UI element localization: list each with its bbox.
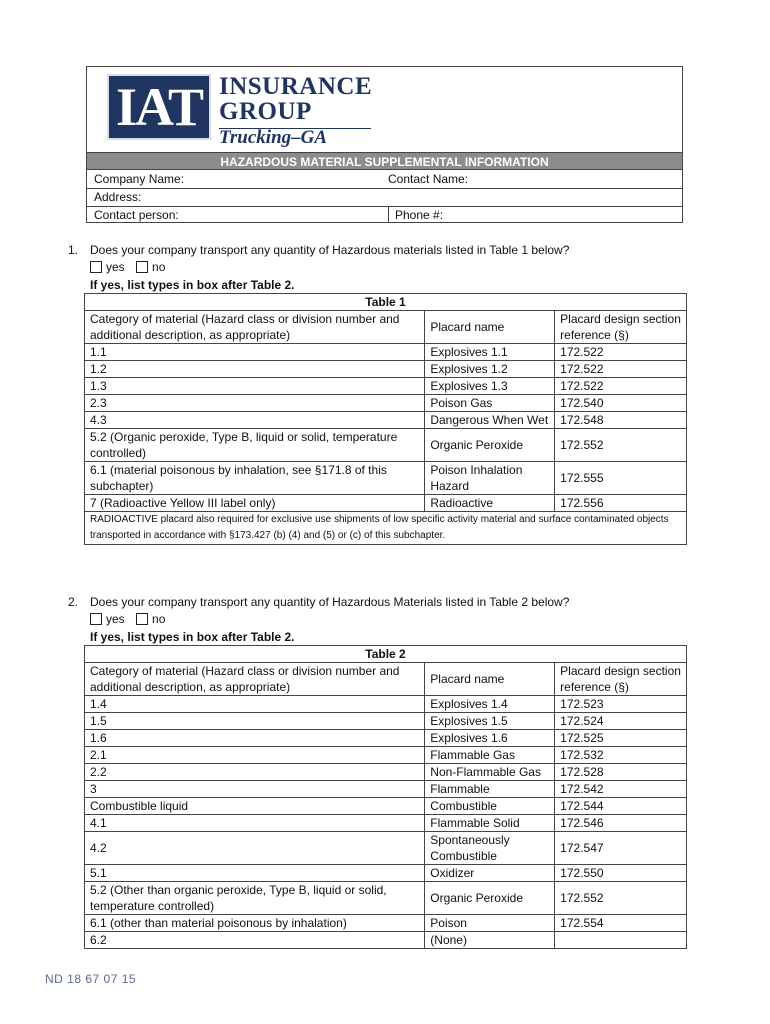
form-code: ND 18 67 07 15 xyxy=(45,972,137,986)
table-row xyxy=(85,361,687,378)
header-placard-ref: Placard design section reference (§) xyxy=(555,663,687,696)
cell-category: 3 xyxy=(85,781,425,798)
cell-placard-ref: 172.544 xyxy=(555,798,687,815)
question-number: 2. xyxy=(68,595,79,609)
table-row xyxy=(85,429,687,462)
cell-category: 6.1 (material poisonous by inhalation, see §171.8 of this subchapter) xyxy=(85,462,425,495)
table-row xyxy=(85,932,687,949)
cell-placard-ref: 172.554 xyxy=(555,915,687,932)
header-placard-name: Placard name xyxy=(425,663,555,696)
logo-mark: IAT xyxy=(107,74,211,140)
cell-placard-ref: 172.524 xyxy=(555,713,687,730)
table-header-row xyxy=(85,663,687,696)
row-address xyxy=(87,188,682,206)
cell-placard-name: Organic Peroxide xyxy=(425,882,555,915)
table-caption: Table 1 xyxy=(85,294,687,311)
cell-placard-ref xyxy=(555,932,687,949)
cell-placard-ref: 172.528 xyxy=(555,764,687,781)
phone-field[interactable]: Phone #: xyxy=(395,208,444,222)
cell-placard-name: Flammable Solid xyxy=(425,815,555,832)
cell-placard-name: Explosives 1.4 xyxy=(425,696,555,713)
cell-category: 4.3 xyxy=(85,412,425,429)
q2-no-checkbox[interactable] xyxy=(136,613,148,625)
q1-no-label: no xyxy=(152,260,166,274)
cell-category: 1.2 xyxy=(85,361,425,378)
cell-placard-ref: 172.525 xyxy=(555,730,687,747)
cell-placard-name: Explosives 1.1 xyxy=(425,344,555,361)
cell-category: 5.1 xyxy=(85,865,425,882)
cell-placard-name: Explosives 1.6 xyxy=(425,730,555,747)
table-row xyxy=(85,815,687,832)
table-row xyxy=(85,395,687,412)
cell-placard-name: Radioactive xyxy=(425,495,555,512)
table-row xyxy=(85,412,687,429)
cell-category: 6.2 xyxy=(85,932,425,949)
q1-yes-label: yes xyxy=(106,260,125,274)
divider xyxy=(388,206,389,223)
table-row xyxy=(85,915,687,932)
company-name-field[interactable]: Company Name: xyxy=(94,172,185,186)
cell-placard-ref: 172.522 xyxy=(555,361,687,378)
cell-category: 2.2 xyxy=(85,764,425,781)
cell-placard-ref: 172.547 xyxy=(555,832,687,865)
cell-placard-ref: 172.552 xyxy=(555,882,687,915)
cell-category: 4.2 xyxy=(85,832,425,865)
cell-placard-ref: 172.550 xyxy=(555,865,687,882)
q1-answers xyxy=(90,259,165,275)
q2-no-label: no xyxy=(152,612,166,626)
cell-category: 1.6 xyxy=(85,730,425,747)
cell-category: 5.2 (Organic peroxide, Type B, liquid or solid, temperature controlled) xyxy=(85,429,425,462)
cell-placard-name: Explosives 1.5 xyxy=(425,713,555,730)
header-placard-ref: Placard design section reference (§) xyxy=(555,311,687,344)
q1-yes-checkbox[interactable] xyxy=(90,261,102,273)
header-category: Category of material (Hazard class or division number and additional description, as appropriate) xyxy=(85,311,425,344)
header-box xyxy=(86,66,683,223)
row-company-contact xyxy=(87,170,682,188)
table-row xyxy=(85,747,687,764)
cell-placard-name: Flammable Gas xyxy=(425,747,555,764)
table-row xyxy=(85,865,687,882)
cell-placard-ref: 172.552 xyxy=(555,429,687,462)
question-number: 1. xyxy=(68,243,79,257)
table-row xyxy=(85,764,687,781)
cell-category: 5.2 (Other than organic peroxide, Type B, liquid or solid, temperature controlled) xyxy=(85,882,425,915)
q2-answers xyxy=(90,611,165,627)
q2-yes-checkbox[interactable] xyxy=(90,613,102,625)
table-row xyxy=(85,344,687,361)
cell-category: 7 (Radioactive Yellow III label only) xyxy=(85,495,425,512)
cell-placard-ref: 172.542 xyxy=(555,781,687,798)
table-2 xyxy=(84,645,687,949)
table-header-row xyxy=(85,311,687,344)
contact-name-field[interactable]: Contact Name: xyxy=(388,172,469,186)
cell-placard-name: Flammable xyxy=(425,781,555,798)
cell-placard-name: Spontaneously Combustible xyxy=(425,832,555,865)
cell-placard-name: Non-Flammable Gas xyxy=(425,764,555,781)
question-text: Does your company transport any quantity of Hazardous Materials listed in Table 2 below? xyxy=(90,595,570,609)
table-row xyxy=(85,696,687,713)
question-text: Does your company transport any quantity of Hazardous materials listed in Table 1 below? xyxy=(90,243,570,257)
cell-placard-name: Dangerous When Wet xyxy=(425,412,555,429)
contact-person-field[interactable]: Contact person: xyxy=(94,208,179,222)
cell-category: 6.1 (other than material poisonous by inhalation) xyxy=(85,915,425,932)
cell-category: 4.1 xyxy=(85,815,425,832)
cell-placard-name: Poison Inhalation Hazard xyxy=(425,462,555,495)
cell-category: 1.3 xyxy=(85,378,425,395)
cell-placard-ref: 172.522 xyxy=(555,344,687,361)
cell-placard-name: (None) xyxy=(425,932,555,949)
header-placard-name: Placard name xyxy=(425,311,555,344)
cell-category: 1.5 xyxy=(85,713,425,730)
cell-placard-name: Poison Gas xyxy=(425,395,555,412)
address-field[interactable]: Address: xyxy=(94,190,142,204)
cell-placard-ref: 172.548 xyxy=(555,412,687,429)
row-contact-phone xyxy=(87,206,682,223)
table-row xyxy=(85,462,687,495)
logo-word-group: GROUP xyxy=(219,98,312,125)
form-title: HAZARDOUS MATERIAL SUPPLEMENTAL INFORMATION xyxy=(87,152,682,170)
cell-placard-name: Oxidizer xyxy=(425,865,555,882)
cell-category: Combustible liquid xyxy=(85,798,425,815)
table-row xyxy=(85,832,687,865)
cell-placard-ref: 172.540 xyxy=(555,395,687,412)
cell-placard-ref: 172.532 xyxy=(555,747,687,764)
cell-placard-ref: 172.555 xyxy=(555,462,687,495)
cell-placard-ref: 172.523 xyxy=(555,696,687,713)
table-row xyxy=(85,730,687,747)
cell-placard-ref: 172.556 xyxy=(555,495,687,512)
table-row xyxy=(85,798,687,815)
q1-no-checkbox[interactable] xyxy=(136,261,148,273)
cell-placard-ref: 172.522 xyxy=(555,378,687,395)
table-row xyxy=(85,882,687,915)
radioactive-note: RADIOACTIVE placard also required for exclusive use shipments of low specific activity material and surface contaminated objects transported in accordance with §173.427 (b) (4) and (5) or (c) of this subchapter. xyxy=(85,512,687,545)
cell-placard-name: Combustible xyxy=(425,798,555,815)
table-row xyxy=(85,713,687,730)
q2-yes-label: yes xyxy=(106,612,125,626)
table-row xyxy=(85,378,687,395)
cell-placard-name: Explosives 1.3 xyxy=(425,378,555,395)
table-1 xyxy=(84,293,687,545)
logo-subtitle: Trucking–GA xyxy=(219,127,328,148)
cell-category: 1.4 xyxy=(85,696,425,713)
cell-category: 2.3 xyxy=(85,395,425,412)
cell-category: 1.1 xyxy=(85,344,425,361)
cell-placard-ref: 172.546 xyxy=(555,815,687,832)
header-category: Category of material (Hazard class or division number and additional description, as appropriate) xyxy=(85,663,425,696)
q1-instruction: If yes, list types in box after Table 2. xyxy=(90,278,295,292)
cell-placard-name: Poison xyxy=(425,915,555,932)
q2-instruction: If yes, list types in box after Table 2. xyxy=(90,630,295,644)
cell-placard-name: Organic Peroxide xyxy=(425,429,555,462)
cell-category: 2.1 xyxy=(85,747,425,764)
table-row xyxy=(85,781,687,798)
table-caption: Table 2 xyxy=(85,646,687,663)
logo-word-insurance: INSURANCE xyxy=(219,73,373,100)
cell-placard-name: Explosives 1.2 xyxy=(425,361,555,378)
table-row xyxy=(85,495,687,512)
company-logo xyxy=(107,73,377,148)
